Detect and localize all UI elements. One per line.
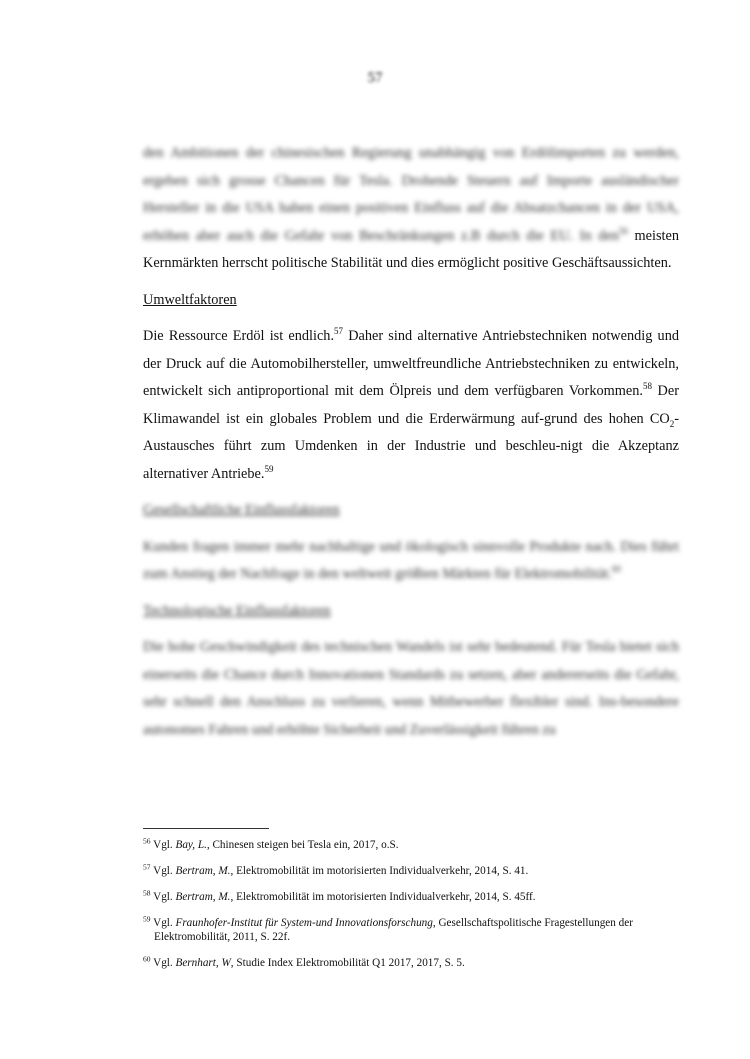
footnote-58: $^{58}$ Vgl. Bertram, M., Elektromobilität im motorisierten Individualverkehr, 2014, S. 45ff.: [143, 888, 536, 903]
footnote-57: $^{57}$ Vgl. Bertram, M., Elektromobilität im motorisierten Individualverkehr, 2014, S. 41.: [143, 862, 529, 877]
blurred-text: den Ambitionen der chinesischen Regierung unabhängig von Erdölimporten zu werden, ergeben sich grosse Chancen für Tesla. Drohende Steuern auf Importe ausländischer Hersteller in die USA haben einen positiven Einfluss auf die Absatzchancen in der USA, erhöhen aber auch die Gefahr von Beschränkungen z.B durch die EU. In den: [143, 145, 679, 244]
footnote-56: $^{56}$ Vgl. Bay, L., Chinesen steigen bei Tesla ein, 2017, o.S.: [143, 836, 399, 851]
footnotes: [143, 828, 679, 982]
heading-technologische: Technologische Einflussfaktoren: [143, 602, 331, 619]
footnote-ref: 57: [334, 326, 344, 337]
page-body: [143, 140, 679, 744]
footnote-ref: 56: [618, 225, 628, 236]
footnote-59: $^{59}$ Vgl. Fraunhofer-Institut für System-und Innovationsforschung, Gesellschaftspolitische Fragestellungen der Elektromobilität, 2011, S. 22f.: [143, 914, 633, 943]
footnote-ref: 60: [611, 564, 621, 575]
footnote-60: $^{60}$ Vgl. Bernhart, W, Studie Index Elektromobilität Q1 2017, 2017, S. 5.: [143, 954, 465, 969]
heading-gesellschaftliche: Gesellschaftliche Einflussfaktoren: [143, 502, 340, 518]
paragraph-politics: [143, 140, 679, 278]
paragraph-social: Kunden fragen immer mehr nachhaltige und ökologisch sinnvolle Produkte nach. Dies führt zum Anstieg der Nachfrage in den weltweit größten Märkten für Elektromobilität.$^{60}$: [143, 538, 679, 582]
footnote-ref: 58: [642, 381, 652, 392]
subscript: 2: [669, 418, 675, 429]
page-number: 57: [367, 70, 383, 86]
paragraph-environment: Die Ressource Erdöl ist endlich.$^{57}$ Daher sind alternative Antriebstechniken notwendig und der Druck auf die Automobilhersteller, umweltfreundliche Antriebstechniken zu entwickeln, entwickelt sich antiproportional mit dem Ölpreis und dem verfügbaren Vorkommen.$^{58}$ Der Klimawandel ist ein globales Problem und die Erderwärmung auf-grund des hohen $CO_2$-Austausches führt zum Umdenken in der Industrie und beschleu-nigt die Akzeptanz alternativer Antriebe.$^{59}$: [143, 326, 679, 482]
visible-text: meisten Kernmärkten herrscht politische Stabilität und dies ermöglicht positive Geschäftsaussichten.: [143, 227, 679, 271]
paragraph-technology: Die hohe Geschwindigkeit des technischen Wandels ist sehr bedeutend. Für Tesla bietet sich einerseits die Chance durch Innovationen Standards zu setzen, aber andererseits die Gefahr, sehr schnell den Anschluss zu verlieren, wenn Mitbewerber flexibler sind. Ins-besondere autonomes Fahren und erhöhte Sicherheit und Zuverlässigkeit führen zu: [143, 639, 679, 738]
footnote-divider: [143, 828, 269, 829]
heading-umweltfaktoren: Umweltfaktoren: [143, 291, 237, 308]
footnote-ref: 59: [264, 463, 274, 474]
